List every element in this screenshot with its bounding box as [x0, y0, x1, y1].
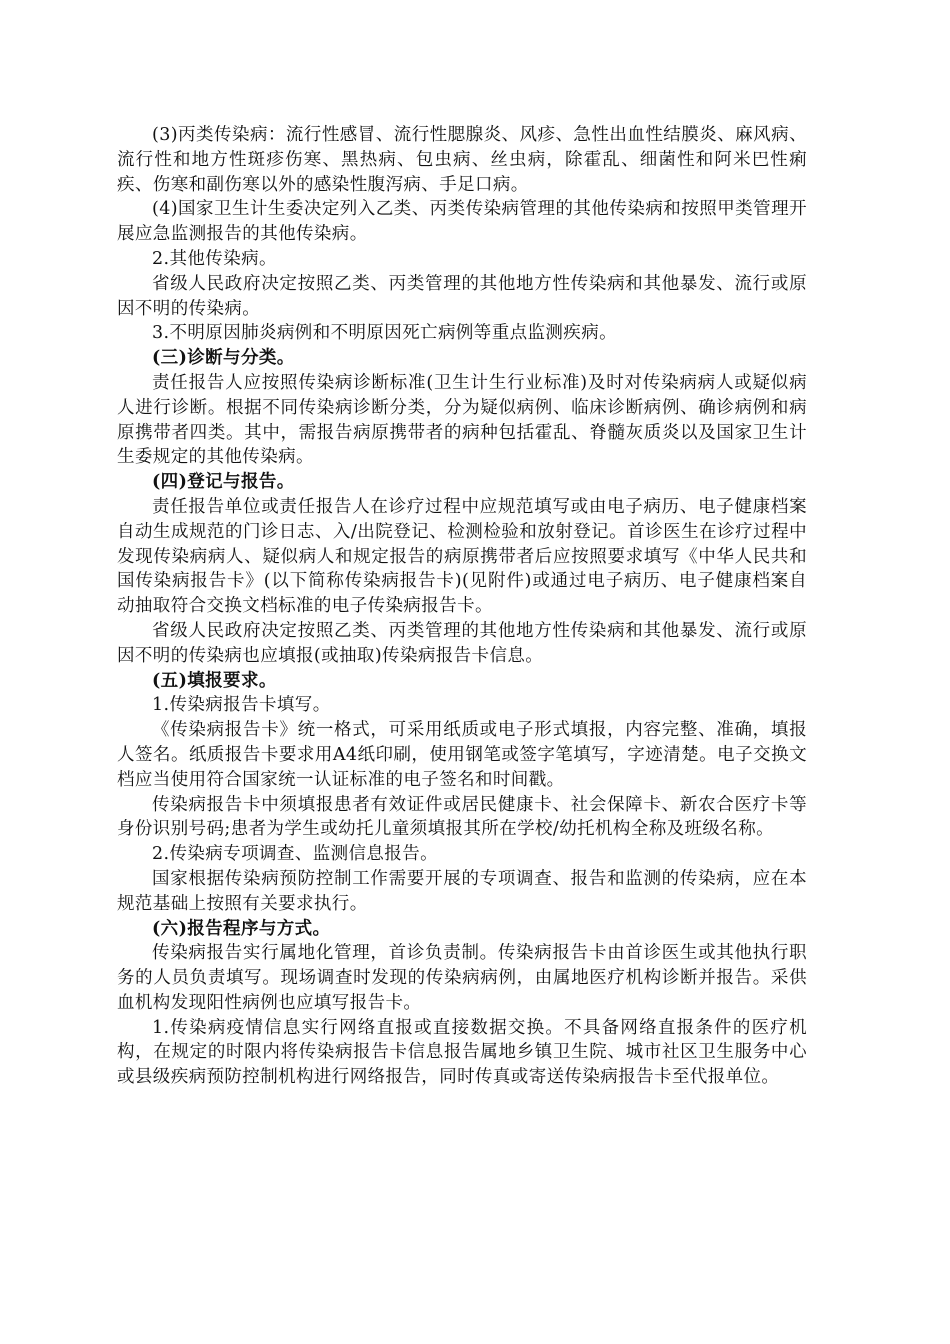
paragraph-provincial-diseases: 省级人民政府决定按照乙类、丙类管理的其他地方性传染病和其他暴发、流行或原因不明的传染病。	[117, 273, 807, 319]
paragraph-other-diseases-title: 2.其他传染病。	[152, 248, 277, 269]
section-heading-procedure: (六)报告程序与方式。	[152, 918, 331, 939]
paragraph-card-filling-title: 1.传染病报告卡填写。	[152, 695, 331, 716]
paragraph-other-listed-diseases: (4)国家卫生计生委决定列入乙类、丙类传染病管理的其他传染病和按照甲类管理开展应急监测报告的其他传染病。	[117, 199, 807, 245]
paragraph-network-report: 1.传染病疫情信息实行网络直报或直接数据交换。不具备网络直报条件的医疗机构，在规定的时限内将传染病报告卡信息报告属地乡镇卫生院、城市社区卫生服务中心或县级疾病预防控制机构进行网络报告，同时传真或寄送传染病报告卡至代报单位。	[117, 1017, 807, 1088]
section-heading-diagnosis: (三)诊断与分类。	[152, 348, 295, 369]
paragraph-card-id: 传染病报告卡中须填报患者有效证件或居民健康卡、社会保障卡、新农合医疗卡等身份识别号码;患者为学生或幼托儿童须填报其所在学校/幼托机构全称及班级名称。	[117, 794, 807, 840]
paragraph-diagnosis: 责任报告人应按照传染病诊断标准(卫生计生行业标准)及时对传染病病人或疑似病人进行诊断。根据不同传染病诊断分类，分为疑似病例、临床诊断病例、确诊病例和病原携带者四类。其中，需报告病原携带者的病种包括霍乱、脊髓灰质炎以及国家卫生计生委规定的其他传染病。	[117, 372, 807, 468]
paragraph-card-format: 《传染病报告卡》统一格式，可采用纸质或电子形式填报，内容完整、准确，填报人签名。纸质报告卡要求用A4纸印刷，使用钢笔或签字笔填写，字迹清楚。电子交换文档应当使用符合国家统一认证标准的电子签名和时间戳。	[117, 720, 807, 790]
document-body	[117, 123, 807, 1090]
paragraph-provincial-report: 省级人民政府决定按照乙类、丙类管理的其他地方性传染病和其他暴发、流行或原因不明的传染病也应填报(或抽取)传染病报告卡信息。	[117, 620, 807, 666]
paragraph-procedure: 传染病报告实行属地化管理，首诊负责制。传染病报告卡由首诊医生或其他执行职务的人员负责填写。现场调查时发现的传染病病例，由属地医疗机构诊断并报告。采供血机构发现阳性病例也应填写报告卡。	[117, 943, 807, 1013]
paragraph-registration: 责任报告单位或责任报告人在诊疗过程中应规范填写或由电子病历、电子健康档案自动生成规范的门诊日志、入/出院登记、检测检验和放射登记。首诊医生在诊疗过程中发现传染病病人、疑似病人和规定报告的病原携带者后应按照要求填写《中华人民共和国传染病报告卡》(以下简称传染病报告卡)(见附件)或通过电子病历、电子健康档案自动抽取符合交换文档标准的电子传染病报告卡。	[117, 496, 807, 617]
section-heading-requirements: (五)填报要求。	[152, 670, 277, 691]
section-heading-registration: (四)登记与报告。	[152, 472, 295, 493]
paragraph-class-c-diseases: (3)丙类传染病：流行性感冒、流行性腮腺炎、风疹、急性出血性结膜炎、麻风病、流行性和地方性斑疹伤寒、黑热病、包虫病、丝虫病，除霍乱、细菌性和阿米巴性痢疾、伤寒和副伤寒以外的感染性腹泻病、手足口病。	[117, 125, 807, 195]
paragraph-special-survey-title: 2.传染病专项调查、监测信息报告。	[152, 844, 438, 865]
paragraph-key-monitoring: 3.不明原因肺炎病例和不明原因死亡病例等重点监测疾病。	[152, 323, 617, 344]
paragraph-special-survey: 国家根据传染病预防控制工作需要开展的专项调查、报告和监测的传染病，应在本规范基础上按照有关要求执行。	[117, 868, 807, 914]
